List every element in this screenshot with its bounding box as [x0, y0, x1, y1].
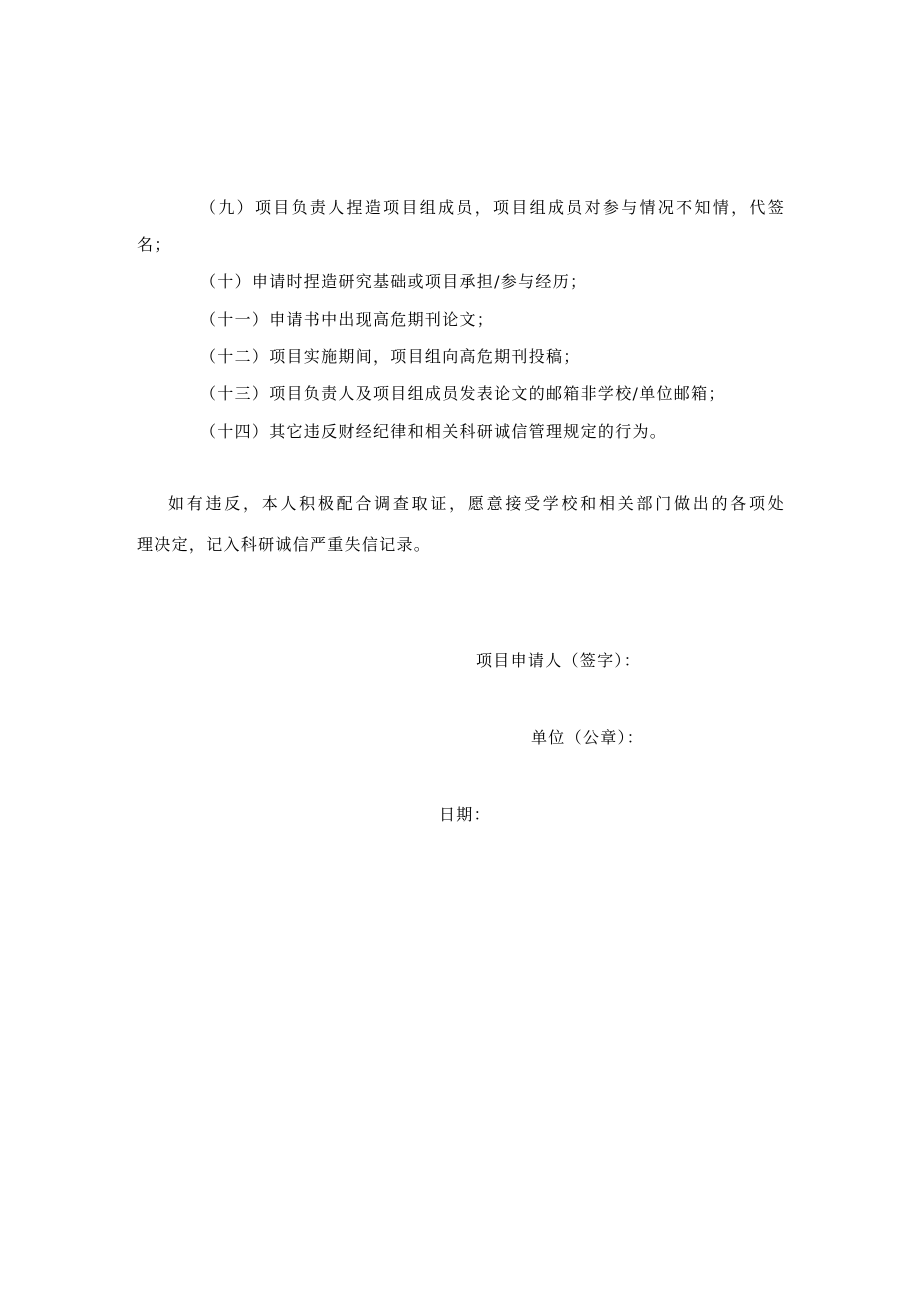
clause-14: （十四）其它违反财经纪律和相关科研诚信管理规定的行为。	[200, 422, 668, 441]
unit-seal-label: 单位（公章）：	[531, 728, 645, 747]
clause-10: （十）申请时捏造研究基础或项目承担/参与经历；	[200, 272, 588, 291]
commitment-line-2: 理决定，记入科研诚信严重失信记录。	[137, 535, 432, 554]
commitment-line-1: 如有违反，本人积极配合调查取证，愿意接受学校和相关部门做出的各项处	[168, 494, 785, 513]
clause-11: （十一）申请书中出现高危期刊论文；	[200, 310, 495, 329]
clause-9-line-2: 名；	[137, 235, 172, 254]
clause-12: （十二）项目实施期间，项目组向高危期刊投稿；	[200, 347, 581, 366]
date-label: 日期：	[439, 805, 491, 824]
clause-13: （十三）项目负责人及项目组成员发表论文的邮箱非学校/单位邮箱；	[200, 384, 726, 403]
applicant-signature-label: 项目申请人（签字）：	[476, 651, 642, 670]
clause-9-line-1: （九）项目负责人捏造项目组成员，项目组成员对参与情况不知情，代签	[200, 198, 785, 217]
